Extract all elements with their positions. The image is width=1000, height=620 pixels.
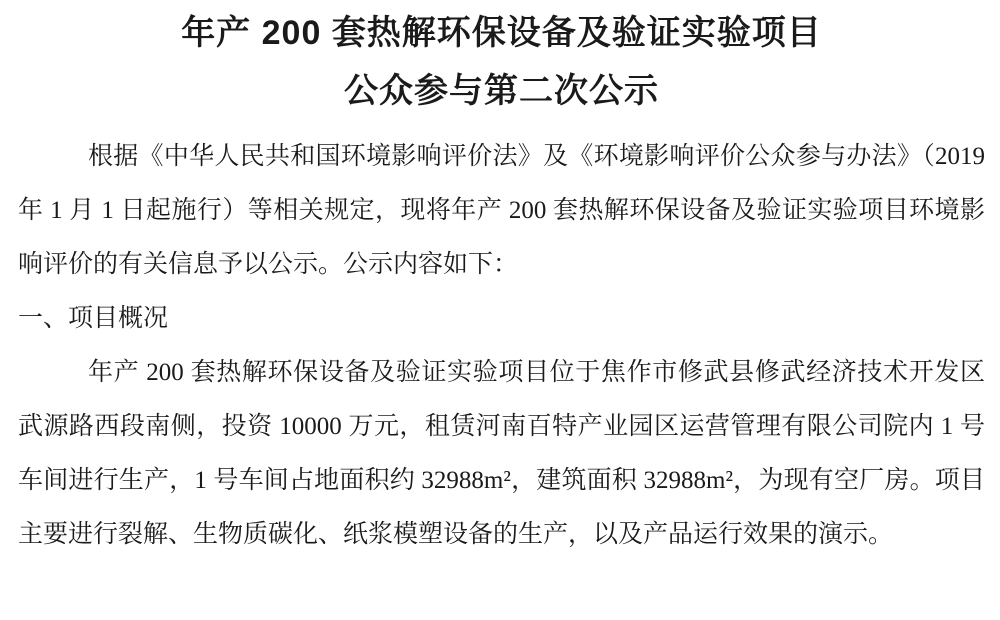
document-title [18,4,985,120]
paragraph-intro: 根据《中华人民共和国环境影响评价法》及《环境影响评价公众参与办法》（2019 年 1 月 1 日起施行）等相关规定，现将年产 200 套热解环保设备及验证实验项目环境影响评价的有关信息予以公示。公示内容如下： [18,143,985,278]
document-title-line1: 年产 200 套热解环保设备及验证实验项目 [181,14,822,52]
document-body [18,130,985,562]
paragraph-project-overview: 年产 200 套热解环保设备及验证实验项目位于焦作市修武县修武经济技术开发区武源路西段南侧，投资 10000 万元，租赁河南百特产业园区运营管理有限公司院内 1 号车间进行生产，1 号车间占地面积约 32988m²，建筑面积 32988m²，为现有空厂房。项目主要进行裂解、生物质碳化、纸浆模塑设备的生产，以及产品运行效果的演示。 [18,359,985,548]
document-title-line2: 公众参与第二次公示 [344,72,659,110]
section-heading-project-overview: 一、项目概况 [18,305,169,332]
